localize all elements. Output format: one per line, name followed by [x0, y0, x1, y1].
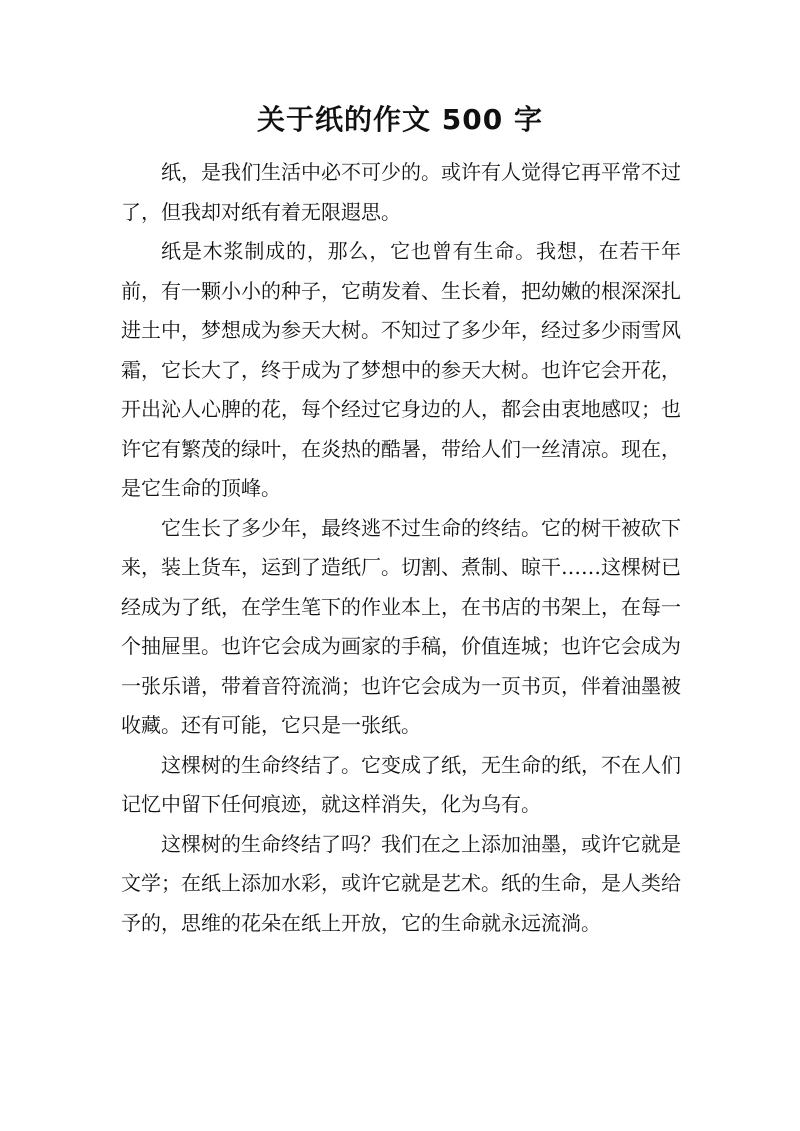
- paragraph-4: 这棵树的生命终结了。它变成了纸，无生命的纸，不在人们记忆中留下任何痕迹，就这样消失，化为乌有。: [121, 752, 681, 816]
- paragraph-2: 纸是木浆制成的，那么，它也曾有生命。我想，在若干年前，有一颗小小的种子，它萌发着、生长着，把幼嫩的根深深扎进土中，梦想成为参天大树。不知过了多少年，经过多少雨雪风霜，它长大了，终于成为了梦想中的参天大树。也许它会开花，开出沁人心脾的花，每个经过它身边的人，都会由衷地感叹；也许它有繁茂的绿叶，在炎热的酷暑，带给人们一丝清凉。现在，是它生命的顶峰。: [121, 239, 681, 500]
- paragraph-3: 它生长了多少年，最终逃不过生命的终结。它的树干被砍下来，装上货车，运到了造纸厂。切割、煮制、晾干……这棵树已经成为了纸，在学生笔下的作业本上，在书店的书架上，在每一个抽屉里。也许它会成为画家的手稿，价值连城；也许它会成为一张乐谱，带着音符流淌；也许它会成为一页书页，伴着油墨被收藏。还有可能，它只是一张纸。: [121, 515, 681, 737]
- paragraph-5: 这棵树的生命终结了吗？我们在之上添加油墨，或许它就是文学；在纸上添加水彩，或许它就是艺术。纸的生命，是人类给予的，思维的花朵在纸上开放，它的生命就永远流淌。: [121, 831, 681, 935]
- document-body: [121, 153, 681, 943]
- paragraph-1: 纸，是我们生活中必不可少的。或许有人觉得它再平常不过了，但我却对纸有着无限遐思。: [121, 160, 681, 224]
- document-title: 关于纸的作文 500 字: [257, 103, 543, 136]
